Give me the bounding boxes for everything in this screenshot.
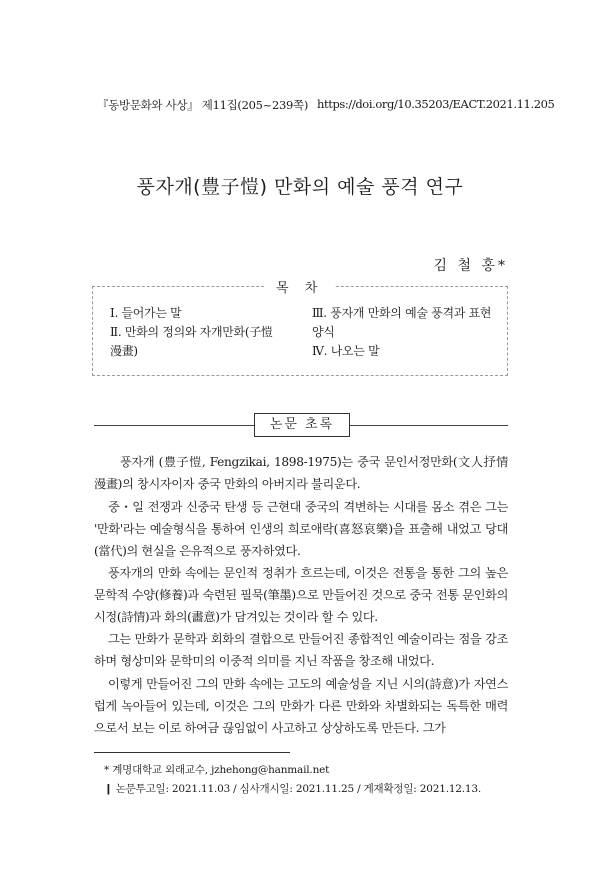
footnote-submission-dates: ❙ 논문투고일: 2021.11.03 / 심사개시일: 2021.11.25 / 게재확정일: 2021.12.13. [104,783,482,795]
toc-item-1: Ⅰ. 들어가는 말 [110,306,182,320]
abstract-paragraph-1: 풍자개 (豊子愷, Fengzikai, 1898-1975)는 중국 문인서정만화(文人抒情漫畫)의 창시자이자 중국 만화의 아버지라 불리운다. [94,455,508,492]
abstract-rule-right [348,425,508,426]
journal-citation: 『동방문화와 사상』 제11집(205~239쪽) [97,98,309,112]
toc-item-3: Ⅲ. 풍자개 만화의 예술 풍격과 표현 양식 [312,306,492,339]
author-name: 김 철 홍* [433,258,508,274]
abstract-paragraph-5: 이렇게 만들어진 그의 만화 속에는 고도의 예술성을 지닌 시의(詩意)가 자연스럽게 녹아들어 있는데, 이것은 그의 만화가 다른 만화와 차별화되는 독특한 매력으로서 보는 이로 하여금 끊임없이 사고하고 상상하도록 만든다. 그가 [94,677,508,736]
footnote-rule [94,752,290,753]
abstract-label: 논문 초록 [254,413,350,437]
doi-link[interactable]: https://doi.org/10.35203/EACT.2021.11.205 [317,97,555,111]
footnote-author-affiliation: * 계명대학교 외래교수, jzhehong@hanmail.net [104,764,330,776]
abstract-paragraph-2: 중・일 전쟁과 신중국 탄생 등 근현대 중국의 격변하는 시대를 몸소 겪은 그는 '만화'라는 예술형식을 통하여 인생의 희로애락(喜怒哀樂)을 표출해 내었고 당대(當代)의 현실을 은유적으로 풍자하였다. [94,500,508,559]
abstract-paragraph-3: 풍자개의 만화 속에는 문인적 정취가 흐르는데, 이것은 전통을 통한 그의 높은 문학적 수양(修養)과 숙련된 필묵(筆墨)으로 만들어진 것으로 중국 전통 문인화의 시정(詩情)과 화의(畵意)가 담겨있는 것이라 할 수 있다. [94,566,508,625]
paper-title: 풍자개(豊子愷) 만화의 예술 풍격 연구 [136,176,464,198]
abstract-paragraph-4: 그는 만화가 문학과 회화의 결합으로 만들어진 종합적인 예술이라는 점을 강조하며 형상미와 문학미의 이중적 의미를 지닌 작품을 창조해 내었다. [94,632,508,669]
abstract-rule-left [94,425,254,426]
toc-title: 목 차 [264,277,335,296]
toc-item-4: Ⅳ. 나오는 말 [312,344,380,358]
toc-item-2: Ⅱ. 만화의 정의와 자개만화(子愷 漫畫) [110,325,273,358]
